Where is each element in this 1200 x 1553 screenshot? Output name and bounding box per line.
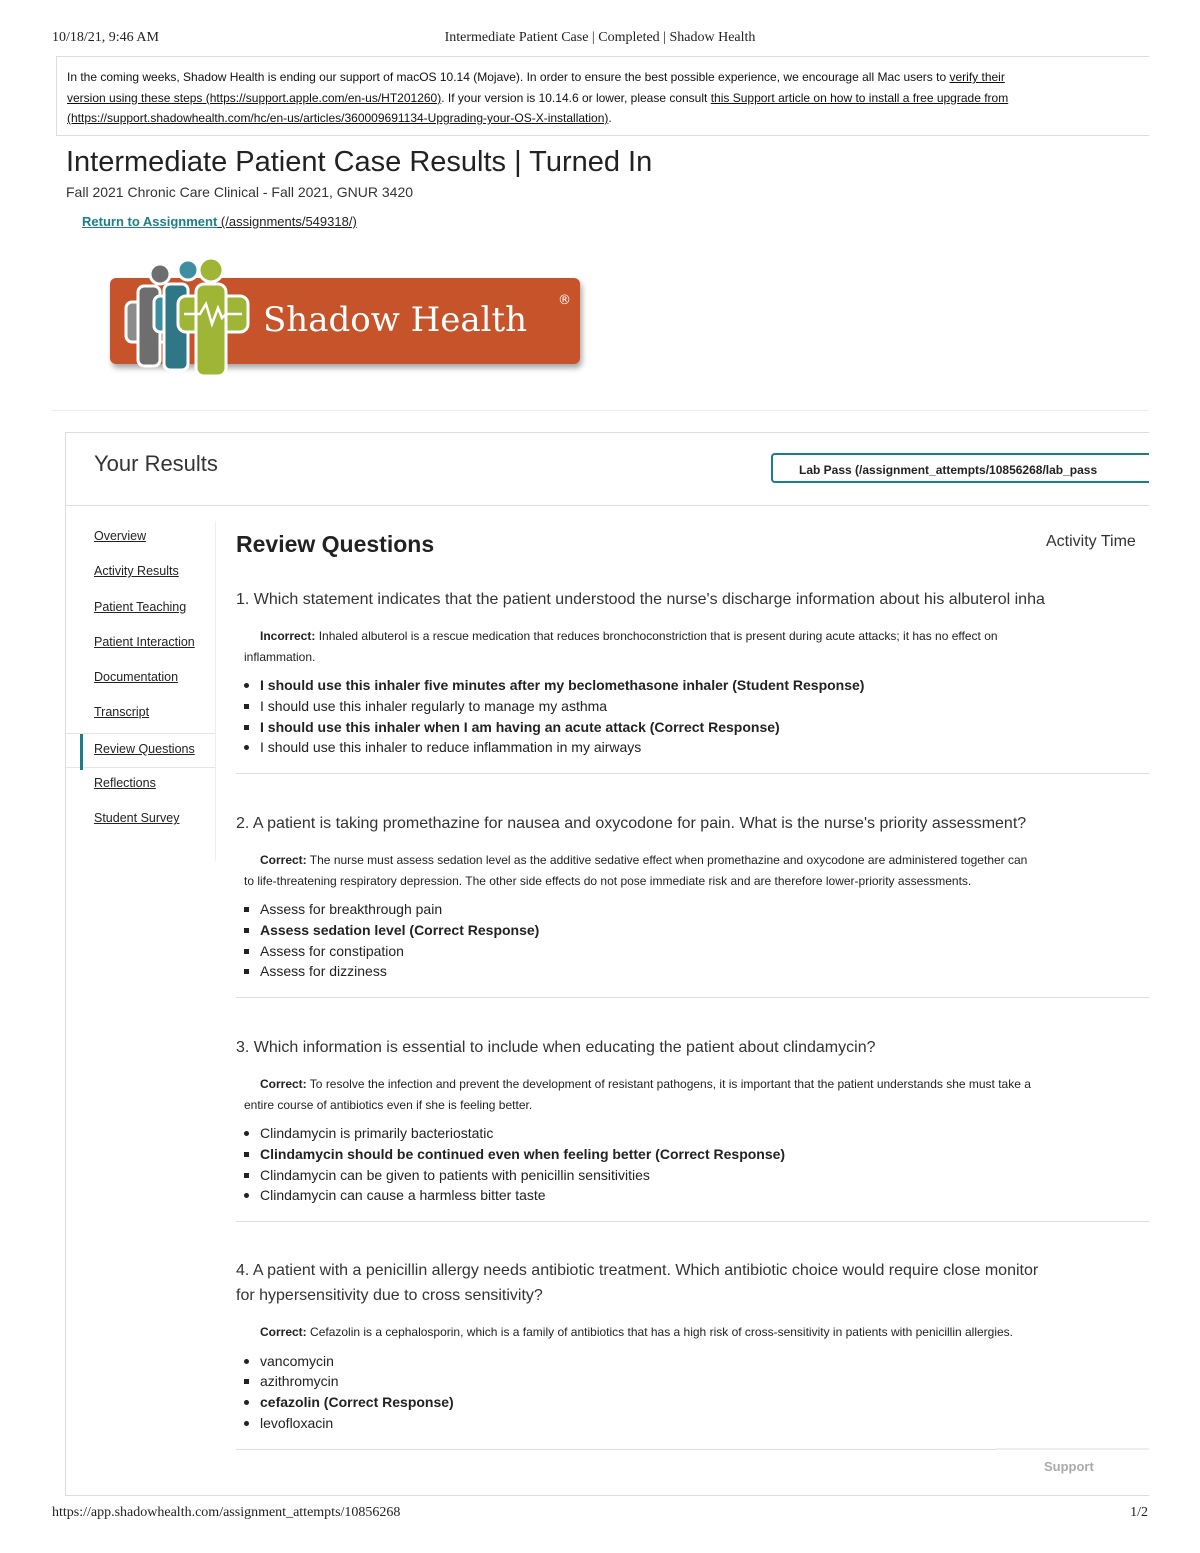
sidebar-item-label[interactable]: Documentation bbox=[94, 670, 179, 685]
answer-option: Clindamycin can cause a harmless bitter taste bbox=[236, 1185, 1149, 1206]
support-divider bbox=[996, 1448, 1149, 1450]
feedback-text: Inhaled albuterol is a rescue medication that reduces bronchoconstriction that is present during acute attacks; it has no effect on bbox=[315, 629, 998, 643]
answer-options bbox=[236, 1123, 1149, 1206]
feedback-label: Incorrect: bbox=[260, 629, 316, 643]
feedback-text: inflammation. bbox=[244, 649, 316, 664]
answer-option: Assess for dizziness bbox=[236, 961, 1149, 982]
question-text: 2. A patient is taking promethazine for nausea and oxycodone for pain. What is the nurse's priority assessment? bbox=[236, 815, 1027, 832]
question-feedback bbox=[236, 1074, 1149, 1115]
question-divider bbox=[236, 1221, 1149, 1222]
notice-text: In the coming weeks, Shadow Health is ending our support of macOS 10.14 (Mojave). In order to ensure the best possible experience, we encourage all Mac users to bbox=[67, 70, 950, 84]
question-3 bbox=[236, 1035, 1149, 1206]
sidebar-item-patient-interaction[interactable] bbox=[66, 627, 216, 662]
question-feedback bbox=[236, 1322, 1149, 1343]
answer-option: I should use this inhaler to reduce inflammation in my airways bbox=[236, 737, 1149, 758]
section-title: Review Questions bbox=[236, 531, 435, 557]
sidebar-item-label[interactable]: Review Questions bbox=[94, 741, 195, 756]
sidebar-item-overview[interactable] bbox=[66, 521, 216, 556]
answer-option: Assess for constipation bbox=[236, 941, 1149, 962]
lab-pass-button[interactable]: Lab Pass (/assignment_attempts/10856268/lab_pass bbox=[771, 453, 1149, 483]
question-feedback bbox=[236, 850, 1149, 891]
results-sidebar bbox=[66, 521, 216, 839]
question-text: 1. Which statement indicates that the patient understood the nurse's discharge information about his albuterol inha bbox=[236, 591, 1045, 608]
answer-option: I should use this inhaler regularly to manage my asthma bbox=[236, 696, 1149, 717]
version-steps-url: (https://support.apple.com/en-us/HT201260) bbox=[202, 90, 442, 105]
answer-option: Clindamycin can be given to patients with penicillin sensitivities bbox=[236, 1165, 1149, 1186]
feedback-text: The nurse must assess sedation level as the additive sedative effect when promethazine and oxycodone are administered together can bbox=[306, 853, 1028, 867]
sidebar-item-patient-teaching[interactable] bbox=[66, 592, 216, 627]
print-page-number: 1/2 bbox=[1130, 1505, 1148, 1520]
os-support-notice bbox=[56, 56, 1149, 136]
divider bbox=[52, 410, 1148, 411]
sidebar-item-student-survey[interactable] bbox=[66, 803, 216, 838]
verify-version-link[interactable]: verify their bbox=[949, 70, 1005, 84]
answer-option: Clindamycin should be continued even when feeling better (Correct Response) bbox=[236, 1144, 1149, 1165]
sidebar-item-review-questions[interactable] bbox=[66, 733, 216, 768]
sidebar-item-label[interactable]: Patient Teaching bbox=[94, 599, 187, 614]
sidebar-item-label[interactable]: Transcript bbox=[94, 705, 150, 720]
question-feedback bbox=[236, 626, 1149, 667]
answer-option: I should use this inhaler when I am having an acute attack (Correct Response) bbox=[236, 717, 1149, 738]
notice-text: . bbox=[608, 111, 612, 125]
answer-options bbox=[236, 1351, 1149, 1434]
feedback-text: Cefazolin is a cephalosporin, which is a family of antibiotics that has a high risk of cross-sensitivity in patients with penicillin allergies. bbox=[306, 1325, 1014, 1339]
print-datetime: 10/18/21, 9:46 AM bbox=[52, 30, 159, 45]
sidebar-item-transcript[interactable] bbox=[66, 697, 216, 732]
sidebar-item-label[interactable]: Patient Interaction bbox=[94, 634, 195, 649]
sidebar-item-label[interactable]: Student Survey bbox=[94, 811, 180, 826]
feedback-text: To resolve the infection and prevent the development of resistant pathogens, it is important that the patient understands she must take a bbox=[306, 1077, 1031, 1091]
answer-option: vancomycin bbox=[236, 1351, 1149, 1372]
support-button[interactable]: Support bbox=[1044, 1459, 1094, 1474]
support-article-url: (https://support.shadowhealth.com/hc/en-us/articles/360009691134-Upgrading-your-OS-X-installation) bbox=[67, 111, 609, 125]
question-divider bbox=[236, 773, 1149, 774]
logo-registered: ® bbox=[558, 293, 571, 308]
question-text: 3. Which information is essential to include when educating the patient about clindamycin? bbox=[236, 1039, 876, 1056]
logo-text: Shadow Health bbox=[263, 300, 528, 340]
page-title: Intermediate Patient Case Results | Turned In bbox=[66, 146, 653, 178]
feedback-label: Correct: bbox=[260, 853, 307, 867]
activity-time: Activity Time bbox=[1046, 533, 1136, 550]
return-to-assignment-link[interactable]: Return to Assignment bbox=[82, 214, 218, 229]
answer-options bbox=[236, 675, 1149, 758]
question-4 bbox=[236, 1258, 1149, 1434]
question-divider bbox=[236, 997, 1149, 998]
results-header bbox=[66, 433, 1149, 506]
sidebar-divider bbox=[215, 521, 216, 861]
print-url: https://app.shadowhealth.com/assignment_attempts/10856268 bbox=[52, 1505, 401, 1520]
answer-option: Assess for breakthrough pain bbox=[236, 899, 1149, 920]
sidebar-item-label[interactable]: Reflections bbox=[94, 776, 156, 791]
shadow-health-logo bbox=[108, 256, 588, 386]
sidebar-item-activity-results[interactable] bbox=[66, 556, 216, 591]
question-text: 4. A patient with a penicillin allergy needs antibiotic treatment. Which antibiotic choice would require close monitor bbox=[236, 1262, 1039, 1279]
sidebar-item-documentation[interactable] bbox=[66, 662, 216, 697]
version-steps-link[interactable]: version using these steps bbox=[67, 90, 203, 105]
answer-option: cefazolin (Correct Response) bbox=[236, 1392, 1149, 1413]
print-page-title: Intermediate Patient Case | Completed | Shadow Health bbox=[444, 30, 756, 45]
question-2 bbox=[236, 811, 1149, 982]
answer-option: Clindamycin is primarily bacteriostatic bbox=[236, 1123, 1149, 1144]
answer-option: levofloxacin bbox=[236, 1413, 1149, 1434]
results-panel bbox=[65, 432, 1149, 1496]
feedback-label: Correct: bbox=[260, 1325, 307, 1339]
feedback-label: Correct: bbox=[260, 1077, 307, 1091]
feedback-text: to life-threatening respiratory depression. The other side effects do not pose immediate risk and are therefore lower-priority assessments. bbox=[244, 873, 972, 888]
course-name: Fall 2021 Chronic Care Clinical - Fall 2021, GNUR 3420 bbox=[66, 184, 414, 200]
sidebar-item-label[interactable]: Activity Results bbox=[94, 564, 179, 579]
print-footer bbox=[52, 1505, 1148, 1521]
feedback-text: entire course of antibiotics even if she is feeling better. bbox=[244, 1097, 533, 1112]
answer-option: azithromycin bbox=[236, 1371, 1149, 1392]
return-url: (/assignments/549318/) bbox=[217, 214, 357, 229]
answer-options bbox=[236, 899, 1149, 982]
return-to-assignment bbox=[82, 214, 357, 229]
results-title: Your Results bbox=[94, 451, 218, 476]
question-text: for hypersensitivity due to cross sensitivity? bbox=[236, 1287, 543, 1304]
sidebar-item-label[interactable]: Overview bbox=[94, 529, 147, 543]
notice-text: . If your version is 10.14.6 or lower, please consult bbox=[441, 90, 711, 105]
answer-option: Assess sedation level (Correct Response) bbox=[236, 920, 1149, 941]
sidebar-item-reflections[interactable] bbox=[66, 768, 216, 803]
support-article-link[interactable]: this Support article on how to install a free upgrade from bbox=[710, 90, 1009, 105]
answer-option: I should use this inhaler five minutes after my beclomethasone inhaler (Student Response) bbox=[236, 675, 1149, 696]
question-1 bbox=[236, 587, 1149, 758]
